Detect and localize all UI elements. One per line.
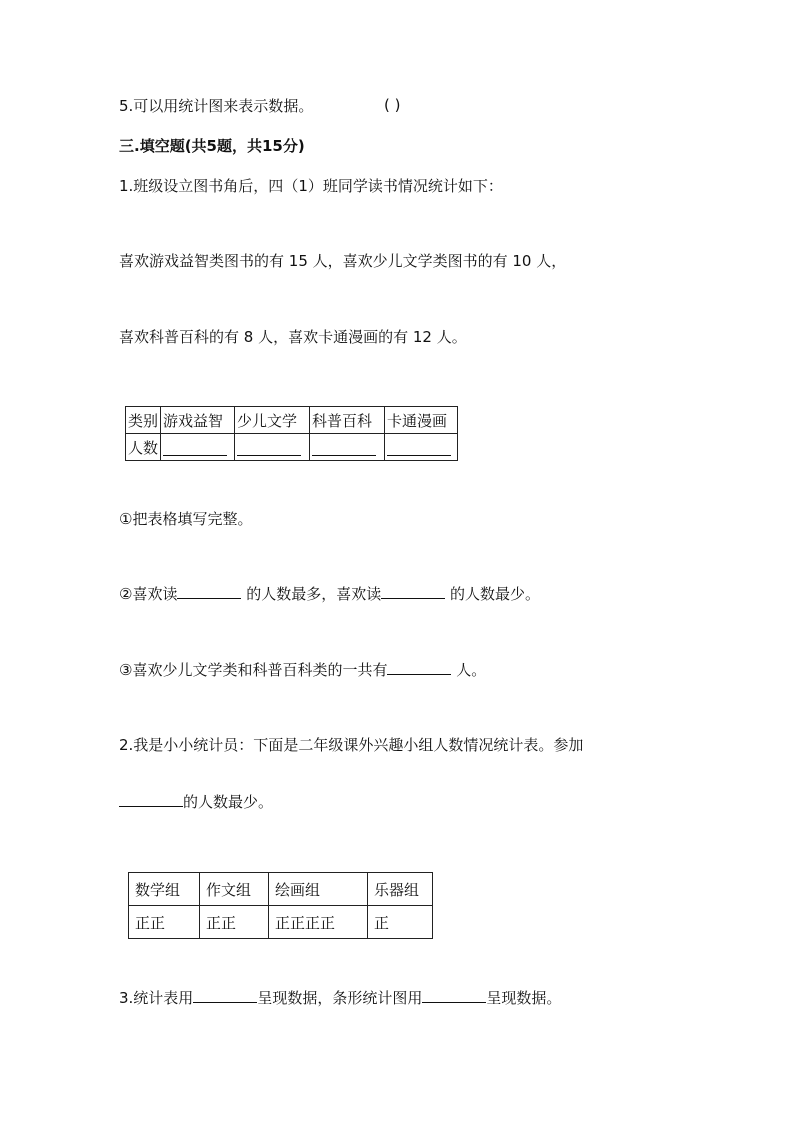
sub-3-text-a: ③喜欢少儿文学类和科普百科类的一共有	[119, 661, 388, 679]
answer-blank[interactable]	[177, 584, 241, 599]
table-answer-cell[interactable]	[235, 434, 310, 461]
tally-cell: 正正正正	[269, 906, 368, 939]
table-header-cell: 游戏益智	[161, 407, 235, 434]
sub-2-text-c: 的人数最少。	[445, 585, 541, 603]
table-header-row	[126, 407, 458, 434]
answer-blank[interactable]	[387, 660, 451, 675]
fill-1-sub-3	[119, 660, 486, 680]
sub-2-text-b: 的人数最多，喜欢读	[241, 585, 382, 603]
fill-3-text-b: 呈现数据，条形统计图用	[257, 989, 423, 1007]
table-row	[129, 906, 433, 939]
table-answer-cell[interactable]	[310, 434, 385, 461]
table-answer-cell[interactable]	[161, 434, 235, 461]
fill-1-intro: 1.班级设立图书角后，四（1）班同学读书情况统计如下：	[119, 177, 503, 195]
table-row	[126, 434, 458, 461]
answer-blank[interactable]	[387, 441, 451, 456]
group-header-cell: 数学组	[129, 873, 200, 906]
answer-blank[interactable]	[381, 584, 445, 599]
answer-blank[interactable]	[193, 988, 257, 1003]
sub-3-text-b: 人。	[451, 661, 487, 679]
fill-1-sub-1: ①把表格填写完整。	[119, 510, 253, 528]
group-header-cell: 绘画组	[269, 873, 368, 906]
section-3-title: 三.填空题(共5题，共15分)	[119, 137, 305, 155]
answer-blank[interactable]	[163, 441, 227, 456]
table-row-label: 人数	[126, 434, 161, 461]
question-5-text: 5.可以用统计图来表示数据。	[119, 97, 314, 115]
table-header-cell: 少儿文学	[235, 407, 310, 434]
answer-blank[interactable]	[237, 441, 301, 456]
group-header-cell: 作文组	[200, 873, 269, 906]
tally-cell: 正正	[200, 906, 269, 939]
group-header-cell: 乐器组	[368, 873, 433, 906]
fill-2-line-2	[119, 792, 273, 812]
fill-3-text-c: 呈现数据。	[486, 989, 562, 1007]
interest-group-table	[128, 872, 433, 939]
fill-1-line-2: 喜欢科普百科的有 8 人，喜欢卡通漫画的有 12 人。	[119, 328, 467, 346]
fill-2-intro: 2.我是小小统计员：下面是二年级课外兴趣小组人数情况统计表。参加	[119, 736, 584, 754]
table-header-cell: 科普百科	[310, 407, 385, 434]
tally-cell: 正	[368, 906, 433, 939]
table-header-cell: 卡通漫画	[385, 407, 458, 434]
reading-stats-table	[125, 406, 458, 461]
answer-blank[interactable]	[422, 988, 486, 1003]
table-answer-cell[interactable]	[385, 434, 458, 461]
fill-3-text-a: 3.统计表用	[119, 989, 194, 1007]
fill-3	[119, 988, 561, 1008]
answer-blank[interactable]	[312, 441, 376, 456]
fill-1-line-1: 喜欢游戏益智类图书的有 15 人，喜欢少儿文学类图书的有 10 人，	[119, 252, 567, 270]
fill-1-sub-2	[119, 584, 540, 604]
fill-2-line-2-text: 的人数最少。	[183, 793, 274, 811]
answer-blank[interactable]	[119, 792, 183, 807]
sub-2-text-a: ②喜欢读	[119, 585, 178, 603]
answer-parentheses: ( )	[384, 96, 401, 114]
table-header-row	[129, 873, 433, 906]
table-header-label: 类别	[126, 407, 161, 434]
question-5	[119, 96, 313, 116]
tally-cell: 正正	[129, 906, 200, 939]
